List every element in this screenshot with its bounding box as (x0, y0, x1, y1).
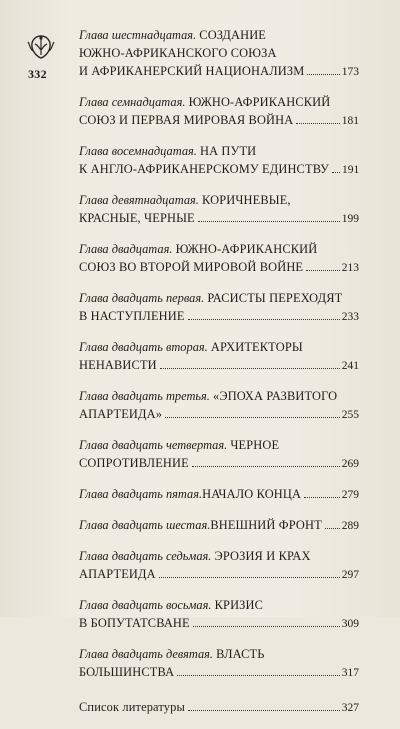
toc-entry-line (79, 62, 359, 81)
toc-entry-line (79, 93, 359, 111)
toc-entry-line (79, 387, 359, 405)
chapter-title: К АНГЛО-АФРИКАНЕРСКОМУ ЕДИНСТВУ (79, 162, 330, 176)
page-number: 332 (28, 67, 47, 81)
table-of-contents (79, 26, 359, 729)
bibliography-title: Список литературы (79, 700, 185, 714)
chapter-title: ЭРОЗИЯ И КРАХ (214, 549, 311, 563)
chapter-title: И АФРИКАНЕРСКИЙ НАЦИОНАЛИЗМ (79, 64, 305, 78)
chapter-number: Глава девятнадцатая. (79, 193, 199, 207)
chapter-title: РАСИСТЫ ПЕРЕХОДЯТ (207, 291, 343, 305)
dot-leader (306, 270, 340, 271)
page-ref: 213 (341, 262, 359, 274)
chapter-title: «ЭПОХА РАЗВИТОГО (213, 389, 338, 403)
chapter-title: НЕНАВИСТИ (79, 358, 157, 372)
chapter-title: КОРИЧНЕВЫЕ, (201, 193, 291, 207)
page-ref: 199 (341, 213, 359, 225)
page-ref: 191 (342, 164, 360, 176)
chapter-title: В НАСТУПЛЕНИЕ (79, 309, 185, 323)
chapter-title: АРХИТЕКТОРЫ (210, 340, 303, 354)
chapter-title: ЮЖНО-АФРИКАНСКИЙ (188, 95, 331, 109)
page-ref: 297 (341, 569, 359, 581)
toc-entry (79, 596, 359, 633)
page-ref: 255 (341, 409, 359, 421)
toc-entry-line (79, 44, 359, 62)
chapter-number: Глава двадцать третья. (79, 389, 210, 403)
chapter-number: Глава двадцать девятая. (79, 647, 214, 661)
chapter-title: ЮЖНО-АФРИКАНСКИЙ (175, 242, 318, 256)
toc-entry-bibliography (79, 698, 359, 717)
toc-entry-line (79, 26, 359, 44)
toc-entry-line (79, 142, 359, 160)
page-ref: 279 (341, 489, 359, 501)
toc-entry-line (79, 436, 359, 454)
chapter-title: СОЮЗ ВО ВТОРОЙ МИРОВОЙ ВОЙНЕ (79, 260, 304, 274)
toc-entry-line (79, 485, 359, 504)
toc-entry-line (79, 209, 359, 228)
dot-leader (188, 319, 340, 320)
toc-entry-line (79, 405, 359, 424)
toc-entry-line (79, 547, 359, 565)
chapter-title: КРАСНЫЕ, ЧЕРНЫЕ (79, 211, 195, 225)
chapter-number: Глава шестнадцатая. (79, 28, 197, 42)
toc-entry-line (79, 356, 359, 375)
chapter-title: КРИЗИС (214, 598, 264, 612)
chapter-number: Глава двадцать вторая. (79, 340, 208, 354)
dot-leader (296, 123, 339, 124)
dot-leader (160, 368, 340, 369)
toc-entry (79, 26, 359, 81)
dot-leader (188, 710, 340, 711)
chapter-title: АПАРТЕИДА» (79, 407, 163, 421)
toc-entry (79, 289, 359, 326)
dot-leader (165, 417, 340, 418)
chapter-number: Глава двадцать восьмая. (79, 598, 212, 612)
toc-entry-line (79, 240, 359, 258)
dot-leader (198, 221, 340, 222)
decorative-ornament-icon (24, 33, 58, 61)
toc-entry-line (79, 663, 359, 682)
chapter-number: Глава двадцать шестая. (79, 518, 211, 532)
dot-leader (307, 74, 339, 75)
chapter-title: ЮЖНО-АФРИКАНСКОГО СОЮЗА (79, 46, 277, 60)
chapter-title: ЧЕРНОЕ (230, 438, 280, 452)
dot-leader (193, 626, 340, 627)
chapter-number: Глава двадцать седьмая. (79, 549, 212, 563)
toc-entry-line (79, 258, 359, 277)
toc-entry (79, 240, 359, 277)
toc-entry (79, 338, 359, 375)
page-ref: 233 (341, 311, 359, 323)
dot-leader (159, 577, 340, 578)
toc-entry-line (79, 289, 359, 307)
chapter-title: В БОПУТАТСВАНЕ (79, 616, 190, 630)
toc-entry-line (79, 160, 359, 179)
chapter-title: ВНЕШНИЙ ФРОНТ (210, 518, 322, 532)
toc-entry-line (79, 698, 359, 717)
chapter-title: АПАРТЕИДА (79, 567, 156, 581)
page-ref: 173 (341, 66, 359, 78)
dot-leader (192, 466, 340, 467)
chapter-title: НА ПУТИ (199, 144, 257, 158)
chapter-number: Глава восемнадцатая. (79, 144, 197, 158)
chapter-number: Глава двадцать пятая. (79, 487, 203, 501)
toc-entry (79, 645, 359, 682)
chapter-title: НАЧАЛО КОНЦА (202, 487, 302, 501)
toc-entry (79, 191, 359, 228)
dot-leader (325, 528, 340, 529)
page-ref: 289 (341, 520, 359, 532)
chapter-number: Глава двадцать четвертая. (79, 438, 228, 452)
toc-entry-line (79, 645, 359, 663)
toc-entry (79, 485, 359, 504)
chapter-number: Глава семнадцатая. (79, 95, 186, 109)
toc-entry (79, 142, 359, 179)
page-ref: 181 (341, 115, 359, 127)
toc-entry-line (79, 596, 359, 614)
chapter-title: СОЗДАНИЕ (199, 28, 267, 42)
toc-entry-line (79, 516, 359, 535)
toc-entry (79, 547, 359, 584)
toc-entry-line (79, 565, 359, 584)
toc-entry-line (79, 338, 359, 356)
toc-entry (79, 436, 359, 473)
dot-leader (177, 675, 340, 676)
chapter-number: Глава двадцатая. (79, 242, 173, 256)
dot-leader (332, 172, 340, 173)
page-ref: 269 (341, 458, 359, 470)
toc-entry-line (79, 307, 359, 326)
toc-entry (79, 516, 359, 535)
page-ref: 317 (341, 667, 359, 679)
toc-entry (79, 93, 359, 130)
toc-entry-line (79, 111, 359, 130)
chapter-number: Глава двадцать первая. (79, 291, 205, 305)
toc-entry (79, 387, 359, 424)
chapter-title: СОЮЗ И ПЕРВАЯ МИРОВАЯ ВОЙНА (79, 113, 294, 127)
toc-entry-line (79, 191, 359, 209)
chapter-title: БОЛЬШИНСТВА (79, 665, 175, 679)
dot-leader (304, 497, 340, 498)
page-ref: 241 (341, 360, 359, 372)
chapter-title: СОПРОТИВЛЕНИЕ (79, 456, 189, 470)
chapter-title: ВЛАСТЬ (216, 647, 265, 661)
page-ref: 309 (341, 618, 359, 630)
page-ref: 327 (341, 702, 359, 714)
toc-entry-line (79, 454, 359, 473)
